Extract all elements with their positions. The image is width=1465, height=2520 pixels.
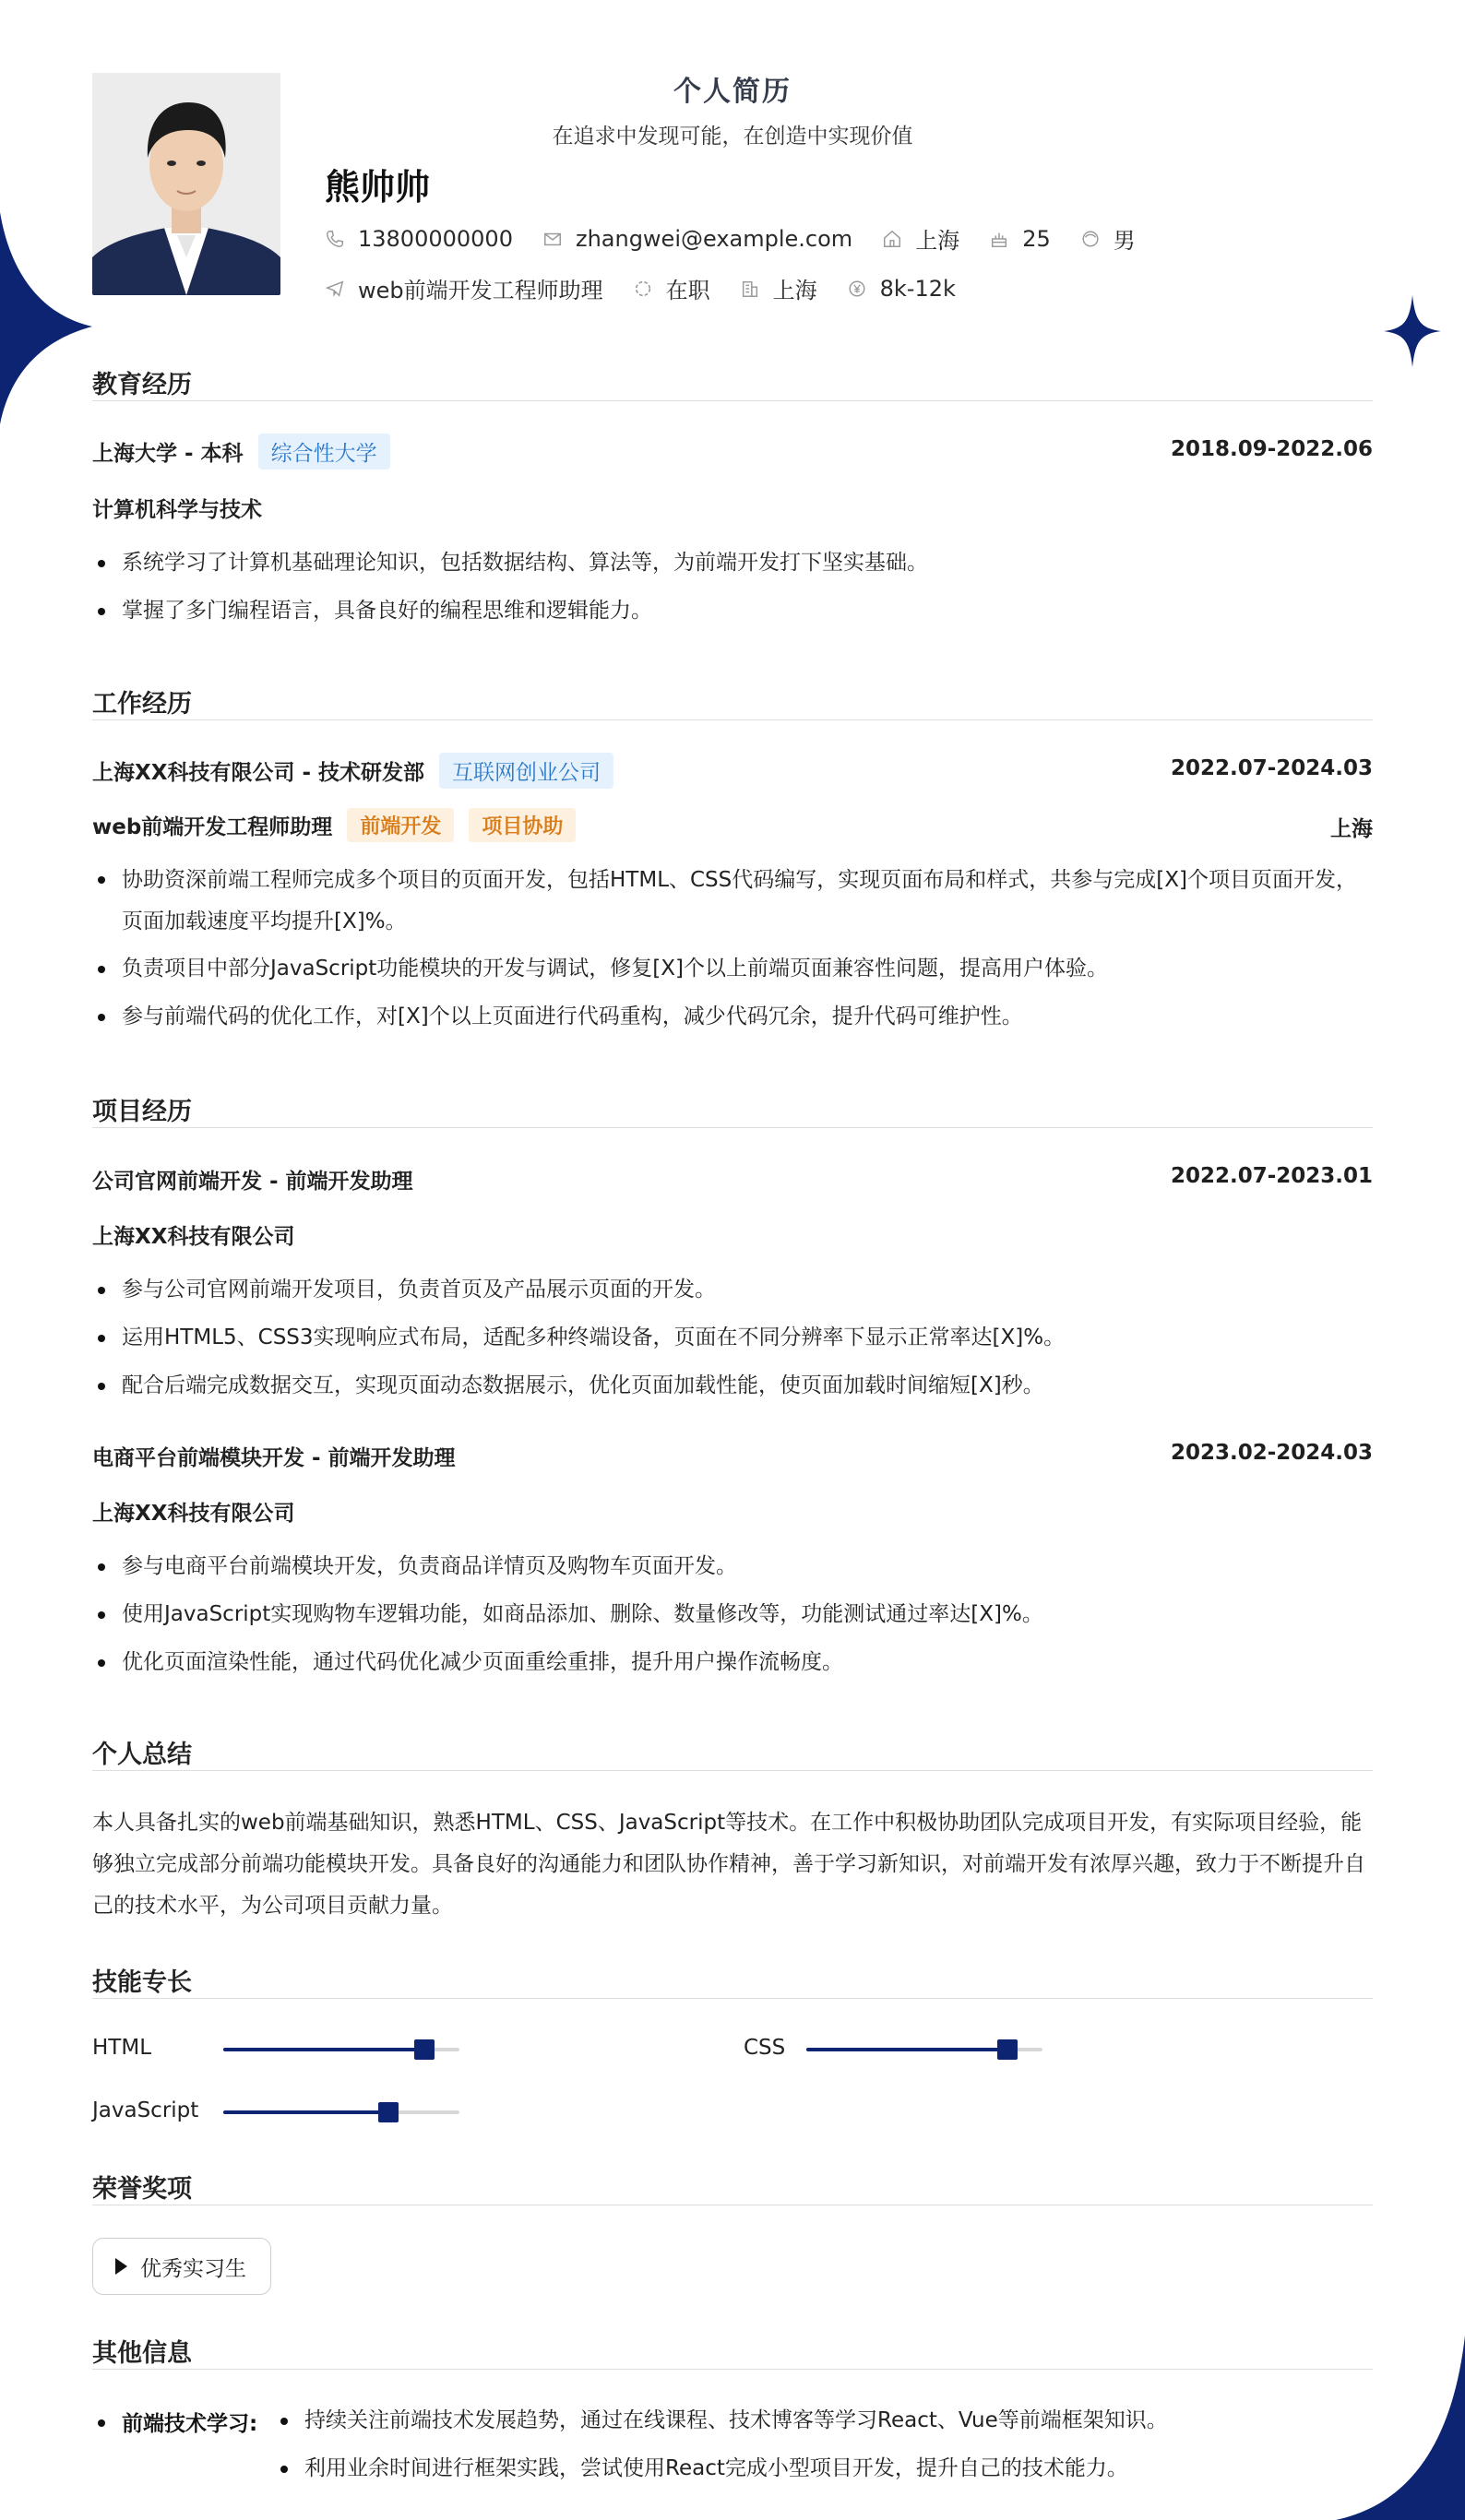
residence-info: [882, 222, 959, 255]
skill-slider-html: [223, 2048, 459, 2051]
skill-slider-fill: [223, 2048, 424, 2051]
position-tag: 前端开发: [347, 808, 454, 842]
age-info: [989, 226, 1051, 252]
email-info: [542, 226, 852, 252]
other-info-bullet-list: [275, 2396, 1373, 2492]
list-item: 运用HTML5、CSS3实现响应式布局，适配多种终端设备，页面在不同分辨率下显示正常率达[X]%。: [92, 1313, 1373, 1361]
list-item: 参与前端代码的优化工作，对[X]个以上页面进行代码重构，减少代码冗余，提升代码可维护性。: [92, 993, 1373, 1040]
target-city: 上海: [772, 278, 817, 303]
skill-slider-css: [806, 2048, 1042, 2051]
education-section-title: 教育经历: [92, 371, 192, 399]
gender-icon: [1080, 229, 1101, 249]
company-name: 上海XX科技有限公司 - 技术研发部: [92, 761, 425, 785]
cake-icon: [989, 229, 1009, 249]
section-divider: [92, 719, 1373, 720]
status-icon: [633, 279, 653, 299]
list-item: 利用业余时间进行框架实践，尝试使用React完成小型项目开发，提升自己的技术能力。: [275, 2444, 1373, 2492]
honor-award-item[interactable]: [92, 2238, 271, 2295]
education-bullet-list: [92, 539, 1373, 635]
section-divider: [92, 2369, 1373, 2370]
list-item: 掌握了多门编程语言，具备良好的编程思维和逻辑能力。: [92, 587, 1373, 635]
target-city-info: [740, 272, 817, 304]
list-item: 配合后端完成数据交互，实现页面动态数据展示，优化页面加载性能，使页面加载时间缩短[X]秒。: [92, 1361, 1373, 1409]
candidate-name: 熊帅帅: [325, 167, 431, 208]
contact-info-row: [325, 222, 1165, 255]
list-item: 优化页面渲染性能，通过代码优化减少页面重绘重排，提升用户操作流畅度。: [92, 1638, 1373, 1686]
send-icon: [325, 279, 345, 299]
list-item: 负责项目中部分JavaScript功能模块的开发与调试，修复[X]个以上前端页面兼容性问题，提高用户体验。: [92, 945, 1373, 993]
skill-slider-handle: [997, 2039, 1018, 2060]
summary-text: 本人具备扎实的web前端基础知识，熟悉HTML、CSS、JavaScript等技术。在工作中积极协助团队完成项目开发，有实际项目经验，能够独立完成部分前端功能模块开发。具备良好的沟通能力和团队协作精神，善于学习新知识，对前端开发有浓厚兴趣，致力于不断提升自己的技术水平，为公司项目贡献力量。: [92, 1811, 1365, 1918]
phone-icon: [325, 229, 345, 249]
slogan: 在追求中发现可能，在创造中实现价值: [552, 125, 913, 149]
project-bullet-list: [92, 1542, 1373, 1686]
work-section-title: 工作经历: [92, 690, 192, 719]
section-divider: [92, 1998, 1373, 1999]
mail-icon: [542, 229, 563, 249]
work-location: 上海: [1330, 817, 1373, 841]
list-item: 使用JavaScript实现购物车逻辑功能，如商品添加、删除、数量修改等，功能测试通过率达[X]%。: [92, 1590, 1373, 1638]
expected-salary-info: [847, 276, 956, 302]
project-company: 上海XX科技有限公司: [92, 1502, 295, 1526]
gender-info: [1080, 222, 1136, 255]
age-value: 25: [1022, 225, 1051, 252]
expected-salary: 8k-12k: [879, 275, 956, 302]
position-tag: 项目协助: [469, 808, 576, 842]
play-triangle-icon: [115, 2258, 127, 2275]
employment-status-info: [633, 272, 710, 304]
summary-section-title: 个人总结: [92, 1741, 192, 1769]
position-header: [92, 808, 576, 842]
school-name: 上海大学 - 本科: [92, 442, 244, 466]
phone-info: [325, 226, 513, 252]
project-company: 上海XX科技有限公司: [92, 1225, 295, 1249]
left-wave-decoration: [0, 212, 92, 424]
education-period: 2018.09-2022.06: [1170, 437, 1373, 461]
document-title: 个人简历: [673, 76, 792, 108]
work-header: [92, 753, 613, 789]
skill-slider-fill: [806, 2048, 1007, 2051]
other-section-title: 其他信息: [92, 2339, 192, 2368]
project-name: 公司官网前端开发 - 前端开发助理: [92, 1170, 413, 1194]
skill-name-html: HTML: [92, 2036, 152, 2060]
list-item: 持续关注前端技术发展趋势，通过在线课程、技术博客等学习React、Vue等前端框架知识。: [275, 2396, 1373, 2444]
list-item: 参与电商平台前端模块开发，负责商品详情页及购物车页面开发。: [92, 1542, 1373, 1590]
skill-name-css: CSS: [744, 2036, 786, 2060]
major-name: 计算机科学与技术: [92, 498, 262, 522]
skill-slider-javascript: [223, 2110, 459, 2114]
education-header: [92, 434, 390, 470]
project-bullet-list: [92, 1266, 1373, 1409]
position-title: web前端开发工程师助理: [92, 815, 333, 839]
work-bullet-list: [92, 858, 1373, 1040]
employment-status: 在职: [665, 278, 710, 303]
building-icon: [740, 279, 760, 299]
other-info-label: 前端技术学习:: [92, 2407, 257, 2437]
job-intention-row: [325, 272, 985, 304]
sparkle-star-decoration: [1384, 295, 1441, 367]
skill-name-javascript: JavaScript: [92, 2098, 199, 2122]
target-position: web前端开发工程师助理: [358, 278, 603, 303]
project-period: 2023.02-2024.03: [1170, 1441, 1373, 1465]
skills-section-title: 技能专长: [92, 1968, 192, 1997]
yen-icon: [847, 279, 867, 299]
honor-award-label: 优秀实习生: [140, 2256, 246, 2281]
phone-number: 13800000000: [358, 225, 513, 252]
residence-city: 上海: [915, 228, 960, 254]
gender-value: 男: [1113, 228, 1136, 254]
projects-section-title: 项目经历: [92, 1098, 192, 1126]
list-item: 参与公司官网前端开发项目，负责首页及产品展示页面的开发。: [92, 1266, 1373, 1313]
skill-slider-handle: [414, 2039, 435, 2060]
section-divider: [92, 400, 1373, 401]
work-period: 2022.07-2024.03: [1170, 756, 1373, 780]
skill-slider-handle: [378, 2102, 399, 2122]
section-divider: [92, 1770, 1373, 1771]
email-address: zhangwei@example.com: [575, 225, 853, 252]
project-period: 2022.07-2023.01: [1170, 1164, 1373, 1188]
section-divider: [92, 1127, 1373, 1128]
list-item: 系统学习了计算机基础理论知识，包括数据结构、算法等，为前端开发打下坚实基础。: [92, 539, 1373, 587]
home-icon: [882, 229, 902, 249]
target-position-info: [325, 272, 603, 304]
company-type-tag: 互联网创业公司: [439, 753, 613, 789]
skill-slider-fill: [223, 2110, 388, 2114]
project-name: 电商平台前端模块开发 - 前端开发助理: [92, 1446, 456, 1470]
school-type-tag: 综合性大学: [258, 434, 390, 470]
honors-section-title: 荣誉奖项: [92, 2175, 192, 2204]
list-item: 协助资深前端工程师完成多个项目的页面开发，包括HTML、CSS代码编写，实现页面布局和样式，共参与完成[X]个项目页面开发，页面加载速度平均提升[X]%。: [92, 858, 1373, 945]
resume-page: [92, 0, 1373, 2520]
